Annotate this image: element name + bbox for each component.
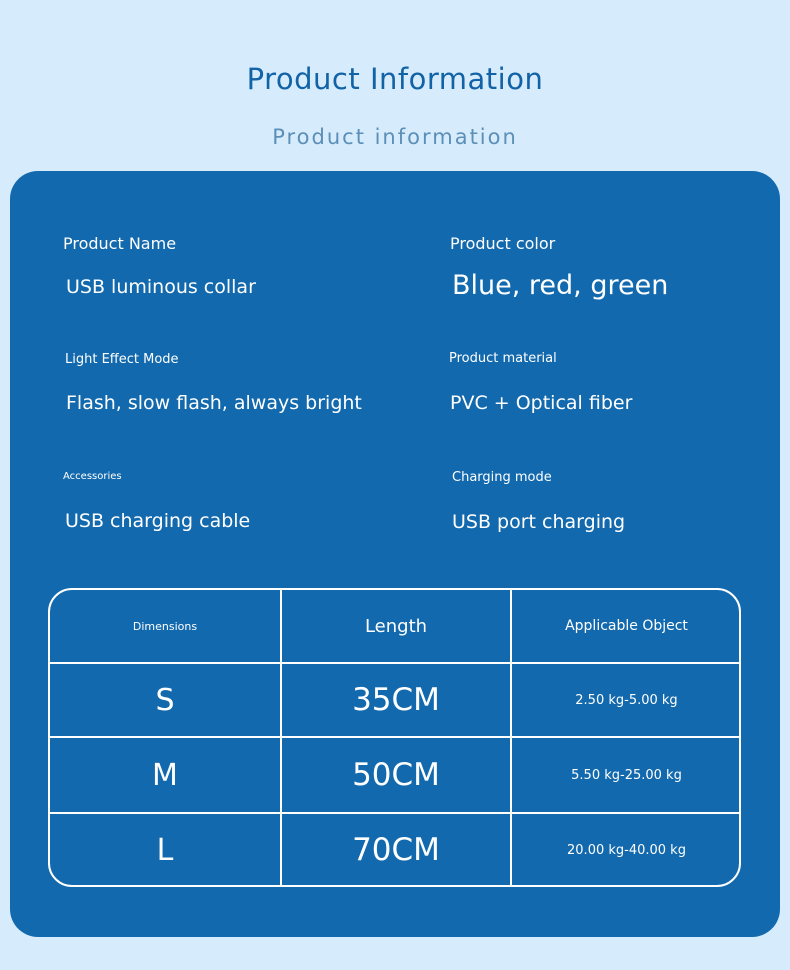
size-s: S xyxy=(155,682,175,718)
charging-mode-value: USB port charging xyxy=(452,511,626,533)
accessories-value: USB charging cable xyxy=(65,510,251,532)
product-name-value: USB luminous collar xyxy=(66,276,256,298)
weight-s: 2.50 kg-5.00 kg xyxy=(575,692,678,708)
size-m: M xyxy=(152,757,178,793)
light-effect-mode-value: Flash, slow flash, always bright xyxy=(66,392,362,414)
accessories-label: Accessories xyxy=(63,471,122,482)
charging-mode-label: Charging mode xyxy=(452,470,552,485)
light-effect-mode-label: Light Effect Mode xyxy=(65,352,179,367)
product-info-card xyxy=(10,171,780,937)
length-l: 70CM xyxy=(352,832,440,868)
product-name-label: Product Name xyxy=(63,234,177,253)
header-dimensions: Dimensions xyxy=(132,619,198,633)
page-title: Product Information xyxy=(246,62,544,96)
size-l: L xyxy=(156,832,174,868)
header-length: Length xyxy=(364,615,428,637)
product-color-value: Blue, red, green xyxy=(452,270,669,301)
product-material-value: PVC + Optical fiber xyxy=(450,392,633,414)
page-subtitle: Product information xyxy=(272,125,518,149)
header-applicable-object: Applicable Object xyxy=(565,618,688,634)
length-m: 50CM xyxy=(352,757,440,793)
weight-l: 20.00 kg-40.00 kg xyxy=(567,842,686,858)
product-color-label: Product color xyxy=(450,234,556,253)
length-s: 35CM xyxy=(352,682,440,718)
product-material-label: Product material xyxy=(449,351,557,366)
weight-m: 5.50 kg-25.00 kg xyxy=(571,767,682,783)
size-table xyxy=(48,588,741,887)
